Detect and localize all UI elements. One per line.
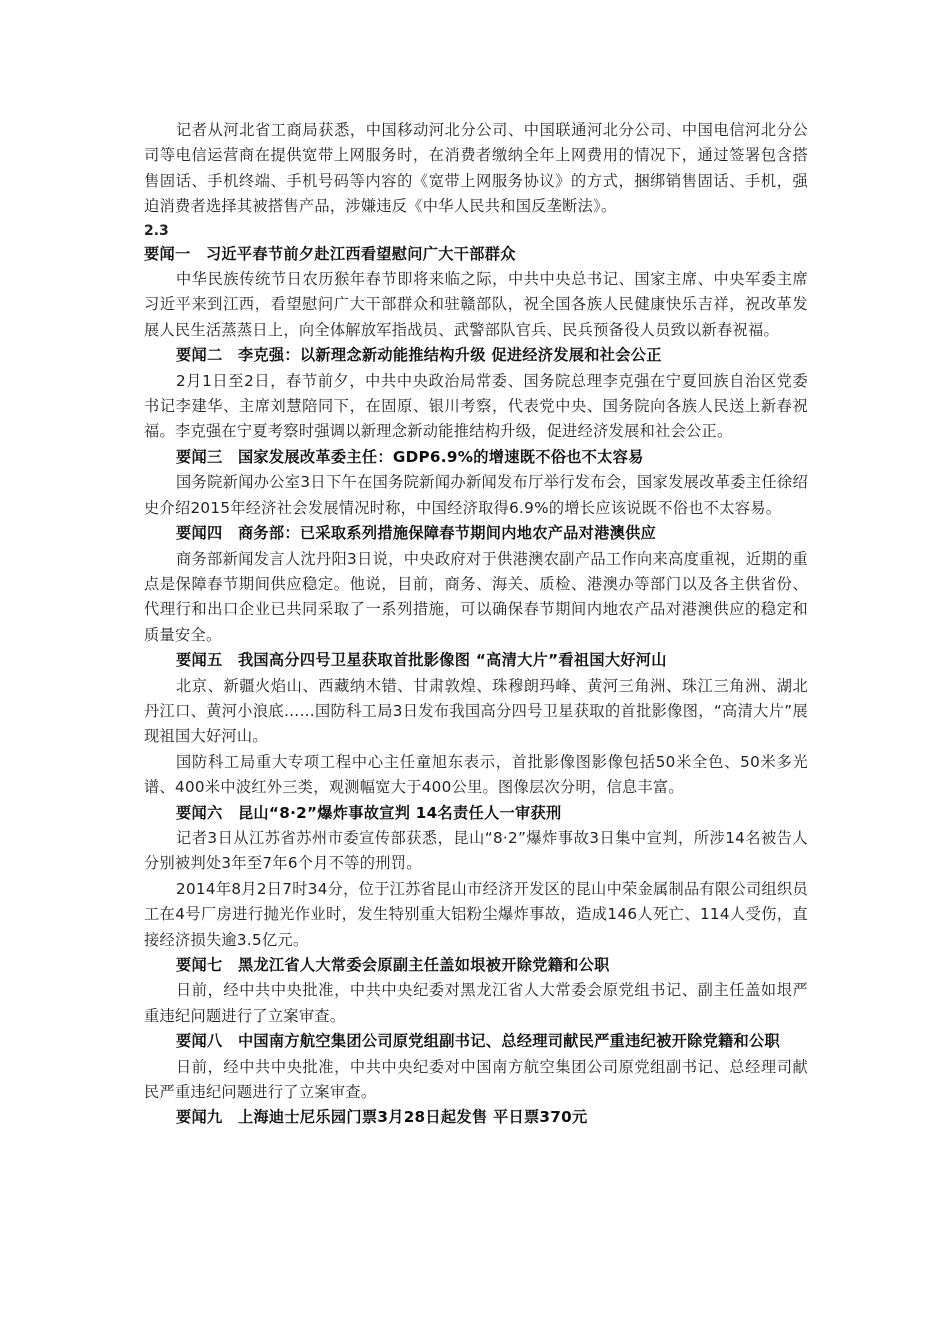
intro-paragraph: 记者从河北省工商局获悉，中国移动河北分公司、中国联通河北分公司、中国电信河北分公司等电信运营商在提供宽带上网服务时，在消费者缴纳全年上网费用的情况下，通过签署包含搭售固话、手机终端、手机号码等内容的《宽带上网服务协议》的方式，捆绑销售固话、手机，强迫消费者选择其被搭售产品，涉嫌违反《中华人民共和国反垄断法》。 <box>144 121 808 216</box>
news-7-title: 要闻七 黑龙江省人大常委会原副主任盖如垠被开除党籍和公职 <box>176 956 610 974</box>
news-3-paragraph: 国务院新闻办公室3日下午在国务院新闻办新闻发布厅举行发布会，国家发展改革委主任徐绍史介绍2015年经济社会发展情况时称，中国经济取得6.9%的增长应该说既不俗也不太容易。 <box>144 473 808 517</box>
news-5-paragraph-1: 北京、新疆火焰山、西藏纳木错、甘肃敦煌、珠穆朗玛峰、黄河三角洲、珠江三角洲、湖北丹江口、黄河小浪底……国防科工局3日发布我国高分四号卫星获取的首批影像图，“高清大片”展现祖国大好河山。 <box>144 676 808 746</box>
news-3-title: 要闻三 国家发展改革委主任：GDP6.9%的增速既不俗也不太容易 <box>176 447 644 466</box>
news-6-paragraph-1: 记者3日从江苏省苏州市委宣传部获悉，昆山“8·2”爆炸事故3日集中宣判，所涉14名被告人分别被判处3年至7年6个月不等的刑罚。 <box>144 828 808 873</box>
news-1-title: 要闻一 习近平春节前夕赴江西看望慰问广大干部群众 <box>144 244 516 263</box>
news-8-title: 要闻八 中国南方航空集团公司原党组副书记、总经理司献民严重违纪被开除党籍和公职 <box>176 1032 781 1051</box>
news-5-title: 要闻五 我国高分四号卫星获取首批影像图 “高清大片”看祖国大好河山 <box>176 651 667 670</box>
news-1-paragraph: 中华民族传统节日农历猴年春节即将来临之际，中共中央总书记、国家主席、中央军委主席习近平来到江西，看望慰问广大干部群众和驻赣部队，祝全国各族人民健康快乐吉祥，祝改革发展人民生活蒸蒸日上，向全体解放军指战员、武警部队官兵、民兵预备役人员致以新春祝福。 <box>144 270 808 339</box>
news-7-paragraph: 日前，经中共中央批准，中共中央纪委对黑龙江省人大常委会原党组书记、副主任盖如垠严重违纪问题进行了立案审查。 <box>144 981 808 1025</box>
news-8-paragraph: 日前，经中共中央批准，中共中央纪委对中国南方航空集团公司原党组副书记、总经理司献民严重违纪问题进行了立案审查。 <box>144 1057 808 1102</box>
news-2-paragraph: 2月1日至2日，春节前夕，中共中央政治局常委、国务院总理李克强在宁夏回族自治区党委书记李建华、主席刘慧陪同下，在固原、银川考察，代表党中央、国务院向各族人民送上新春祝福。李克强在宁夏考察时强调以新理念新动能推结构升级，促进经济发展和社会公正。 <box>144 371 808 441</box>
document-body <box>144 118 808 1131</box>
news-6-paragraph-2: 2014年8月2日7时34分，位于江苏省昆山市经济开发区的昆山中荣金属制品有限公司组织员工在4号厂房进行抛光作业时，发生特别重大铝粉尘爆炸事故，造成146人死亡、114人受伤，直接经济损失逾3.5亿元。 <box>144 879 808 949</box>
news-9-title: 要闻九 上海迪士尼乐园门票3月28日起发售 平日票370元 <box>176 1108 588 1127</box>
news-4-title: 要闻四 商务部：已采取系列措施保障春节期间内地农产品对港澳供应 <box>176 524 657 543</box>
news-2-title: 要闻二 李克强：以新理念新动能推结构升级 促进经济发展和社会公正 <box>176 346 662 365</box>
news-6-title: 要闻六 昆山“8·2”爆炸事故宣判 14名责任人一审获刑 <box>176 803 562 822</box>
news-4-paragraph: 商务部新闻发言人沈丹阳3日说，中央政府对于供港澳农副产品工作向来高度重视，近期的重点是保障春节期间供应稳定。他说，目前，商务、海关、质检、港澳办等部门以及各主供省份、代理行和出口企业已共同采取了一系列措施，可以确保春节期间内地农产品对港澳供应的稳定和质量安全。 <box>144 549 808 644</box>
date-label: 2.3 <box>144 222 169 239</box>
news-5-paragraph-2: 国防科工局重大专项工程中心主任童旭东表示，首批影像图影像包括50米全色、50米多光谱、400米中波红外三类，观测幅宽大于400公里。图像层次分明，信息丰富。 <box>144 752 808 797</box>
